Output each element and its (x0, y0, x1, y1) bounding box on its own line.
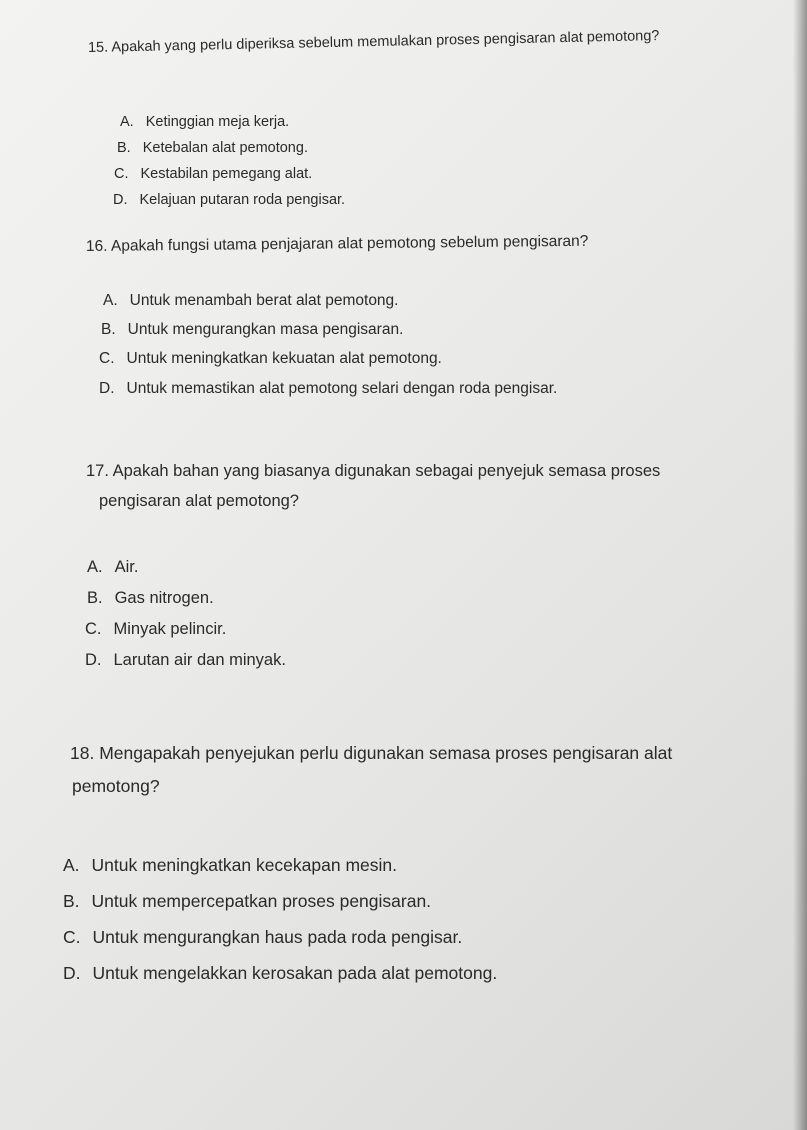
option-text: Gas nitrogen. (114, 589, 214, 607)
option-text: Larutan air dan minyak. (113, 651, 286, 669)
option-a (63, 855, 397, 876)
option-letter: C. (85, 620, 102, 638)
option-letter: C. (114, 166, 129, 182)
option-letter: B. (63, 891, 80, 911)
option-c (114, 166, 312, 182)
option-letter: A. (87, 558, 103, 576)
option-text: Ketebalan alat pemotong. (142, 140, 308, 156)
option-d (63, 963, 497, 984)
option-text: Untuk meningkatkan kekuatan alat pemotong. (126, 350, 442, 367)
option-c (85, 620, 226, 639)
option-letter: C. (63, 927, 81, 947)
question-text: Apakah fungsi utama penjajaran alat pemotong sebelum pengisaran? (110, 232, 589, 255)
option-d (113, 192, 345, 208)
option-letter: C. (99, 350, 115, 367)
option-d (85, 651, 286, 670)
question-16 (86, 233, 589, 256)
option-text: Untuk mengelakkan kerosakan pada alat pemotong. (92, 963, 498, 983)
option-letter: B. (101, 321, 116, 338)
option-b (87, 589, 214, 608)
option-b (101, 321, 403, 339)
page-edge-shadow (793, 0, 807, 1130)
question-18 (70, 743, 672, 764)
option-b (63, 891, 431, 912)
option-text: Untuk mengurangkan haus pada roda pengisar. (92, 927, 463, 947)
option-a (103, 292, 398, 310)
option-text: Untuk menambah berat alat pemotong. (129, 292, 399, 309)
option-text: Untuk mempercepatkan proses pengisaran. (91, 891, 432, 911)
option-letter: D. (85, 651, 102, 669)
question-number: 16. (85, 237, 108, 255)
option-d (99, 380, 557, 398)
option-text: Kestabilan pemegang alat. (140, 166, 313, 182)
option-letter: D. (113, 192, 128, 208)
option-text: Air. (114, 558, 139, 576)
option-letter: A. (103, 292, 118, 309)
option-a (120, 114, 289, 130)
option-text: Untuk mengurangkan masa pengisaran. (127, 321, 404, 338)
question-number: 18. (70, 743, 95, 763)
question-17-continuation: pengisaran alat pemotong? (99, 492, 299, 510)
option-text: Ketinggian meja kerja. (145, 114, 290, 130)
option-letter: B. (87, 589, 103, 607)
question-18-continuation: pemotong? (72, 776, 160, 796)
option-letter: D. (63, 963, 81, 983)
question-text: Apakah bahan yang biasanya digunakan sebagai penyejuk semasa proses (112, 462, 661, 480)
option-c (63, 927, 462, 948)
option-text: Kelajuan putaran roda pengisar. (139, 192, 346, 208)
question-text: Apakah yang perlu diperiksa sebelum memulakan proses pengisaran alat pemotong? (111, 28, 660, 56)
option-text: Untuk memastikan alat pemotong selari dengan roda pengisar. (126, 380, 558, 397)
option-letter: A. (120, 114, 134, 130)
option-text: Minyak pelincir. (113, 620, 227, 638)
option-letter: A. (63, 855, 80, 875)
option-letter: D. (99, 380, 115, 397)
question-number: 15. (87, 39, 109, 56)
option-letter: B. (117, 140, 131, 156)
option-c (99, 350, 442, 368)
question-text: Mengapakah penyejukan perlu digunakan semasa proses pengisaran alat (99, 743, 673, 763)
question-number: 17. (86, 462, 109, 480)
option-a (87, 558, 138, 577)
question-17 (86, 462, 660, 481)
option-text: Untuk meningkatkan kecekapan mesin. (91, 855, 397, 875)
option-b (117, 140, 308, 156)
question-15 (88, 28, 660, 56)
